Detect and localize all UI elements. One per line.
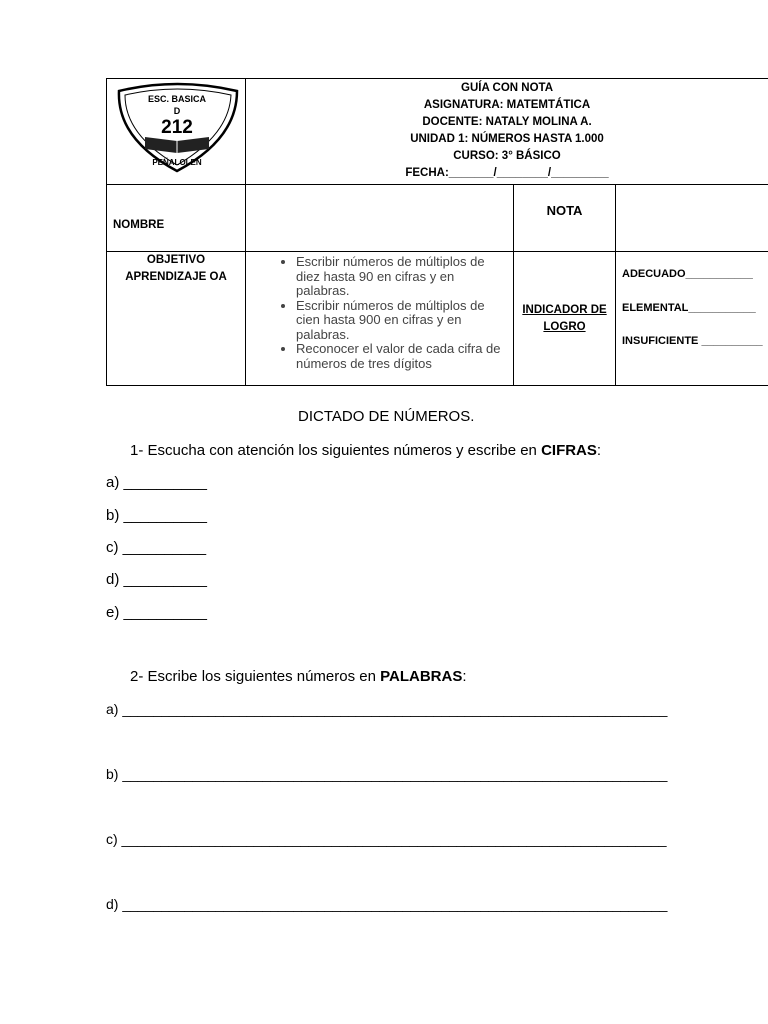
question-2-suffix: : bbox=[462, 668, 467, 685]
guide-teacher: DOCENTE: NATALY MOLINA A. bbox=[422, 116, 592, 128]
question-2-keyword: PALABRAS bbox=[380, 668, 463, 685]
header-table bbox=[106, 78, 768, 386]
objective-label-line-1: OBJETIVO bbox=[146, 254, 206, 266]
name-field[interactable] bbox=[246, 185, 514, 252]
objective-item: • Reconocer el valor de cada cifra de números de tres dígitos bbox=[296, 342, 507, 371]
answer-line-1a[interactable]: a) __________ bbox=[106, 474, 207, 491]
guide-subject: ASIGNATURA: MATEMTÁTICA bbox=[423, 99, 591, 111]
guide-title: GUÍA CON NOTA bbox=[461, 82, 553, 94]
indicator-label-line-1: INDICADOR DE bbox=[522, 303, 607, 316]
level-elemental: ELEMENTAL___________ bbox=[622, 301, 756, 314]
answer-line-2a[interactable]: a) ______________________________________________________________________ bbox=[106, 701, 668, 717]
name-label: NOMBRE bbox=[107, 185, 246, 252]
grade-field[interactable] bbox=[616, 185, 768, 252]
guide-info bbox=[246, 79, 768, 185]
grade-label: NOTA bbox=[514, 185, 616, 252]
question-1 bbox=[130, 442, 601, 459]
achievement-levels bbox=[616, 252, 768, 386]
guide-date: FECHA:_______/________/_________ bbox=[405, 167, 609, 179]
logo-number: 212 bbox=[161, 117, 193, 138]
objective-label-line-2: APRENDIZAJE OA bbox=[125, 271, 227, 283]
section-title: DICTADO DE NÚMEROS. bbox=[298, 408, 475, 425]
answer-line-2d[interactable]: d) ______________________________________________________________________ bbox=[106, 896, 668, 912]
answer-line-1d[interactable]: d) __________ bbox=[106, 571, 207, 588]
indicator-label-line-2: LOGRO bbox=[543, 320, 586, 333]
logo-letter: D bbox=[173, 106, 181, 116]
indicator-label bbox=[514, 252, 616, 386]
logo-bottom-text: PEÑALOLEN bbox=[152, 158, 202, 167]
objective-item: • Escribir números de múltiplos de diez hasta 90 en cifras y en palabras. bbox=[296, 255, 507, 299]
objectives-list bbox=[246, 252, 513, 371]
guide-course: CURSO: 3° BÁSICO bbox=[453, 150, 561, 162]
answer-line-1c[interactable]: c) __________ bbox=[106, 539, 207, 556]
objective-label bbox=[107, 252, 246, 386]
logo-top-text: ESC. BASICA bbox=[147, 94, 207, 104]
answer-line-1b[interactable]: b) __________ bbox=[106, 507, 207, 524]
answer-line-2b[interactable]: b) ______________________________________________________________________ bbox=[106, 766, 668, 782]
objectives-cell bbox=[246, 252, 514, 386]
level-adequate: ADECUADO___________ bbox=[622, 268, 753, 280]
answer-line-2c[interactable]: c) ______________________________________________________________________ bbox=[106, 831, 667, 847]
question-1-text: 1- Escucha con atención los siguientes números y escribe en bbox=[130, 442, 542, 459]
level-insufficient: INSUFICIENTE __________ bbox=[622, 335, 763, 347]
question-1-suffix: : bbox=[596, 442, 602, 459]
question-2 bbox=[130, 668, 467, 685]
logo-cell bbox=[107, 79, 246, 185]
school-logo bbox=[107, 79, 246, 179]
guide-unit: UNIDAD 1: NÚMEROS HASTA 1.000 bbox=[410, 133, 604, 145]
objective-item: • Escribir números de múltiplos de cien hasta 900 en cifras y en palabras. bbox=[296, 299, 507, 343]
answer-line-1e[interactable]: e) __________ bbox=[106, 604, 207, 621]
question-1-keyword: CIFRAS bbox=[541, 442, 597, 459]
question-2-text: 2- Escribe los siguientes números en bbox=[130, 668, 381, 685]
